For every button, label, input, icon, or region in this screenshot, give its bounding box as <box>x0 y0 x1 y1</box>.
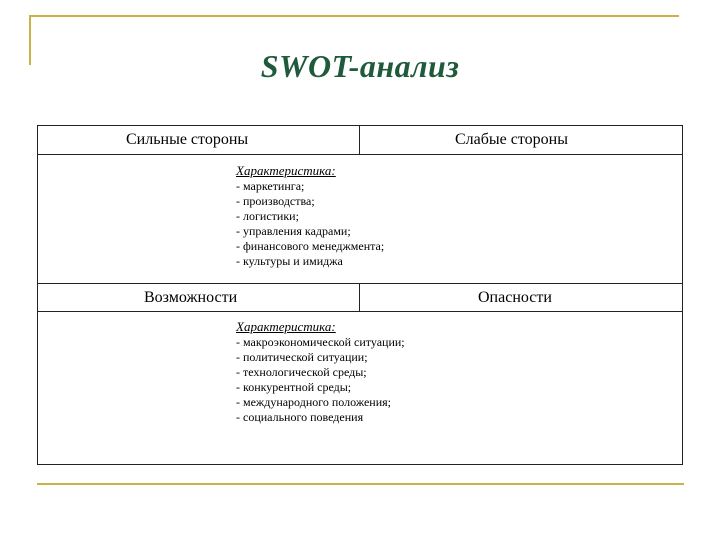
header-opportunities <box>38 284 360 312</box>
decorative-bottom-line <box>37 483 684 485</box>
header-weaknesses <box>360 126 682 154</box>
header-row-strengths-weaknesses <box>38 126 682 155</box>
list-item: - финансового менеджмента; <box>236 239 385 253</box>
list-item: - конкурентной среды; <box>236 380 352 394</box>
list-item: - международного положения; <box>236 395 391 409</box>
list-item: - логистики; <box>236 209 299 223</box>
list-item: - маркетинга; <box>236 179 305 193</box>
header-strengths <box>38 126 360 154</box>
header-row-opportunities-threats <box>38 283 682 312</box>
characteristics-block-internal <box>236 163 384 269</box>
header-threats-label: Опасности <box>478 289 552 306</box>
header-opportunities-label: Возможности <box>144 289 238 306</box>
slide-title: SWOT-анализ <box>260 48 460 84</box>
characteristics-label: Характеристика: <box>236 319 336 334</box>
characteristics-block-external <box>236 319 405 425</box>
list-item: - производства; <box>236 194 315 208</box>
header-weaknesses-label: Слабые стороны <box>455 131 568 148</box>
header-threats <box>360 284 682 312</box>
list-item: - культуры и имиджа <box>236 254 343 268</box>
characteristics-label: Характеристика: <box>236 163 336 178</box>
swot-table <box>37 125 683 465</box>
list-item: - политической ситуации; <box>236 350 368 364</box>
header-strengths-label: Сильные стороны <box>126 131 249 148</box>
list-item: - управления кадрами; <box>236 224 351 238</box>
list-item: - макроэкономической ситуации; <box>236 335 405 349</box>
list-item: - социального поведения <box>236 410 364 424</box>
list-item: - технологической среды; <box>236 365 367 379</box>
decorative-top-line <box>29 15 679 17</box>
